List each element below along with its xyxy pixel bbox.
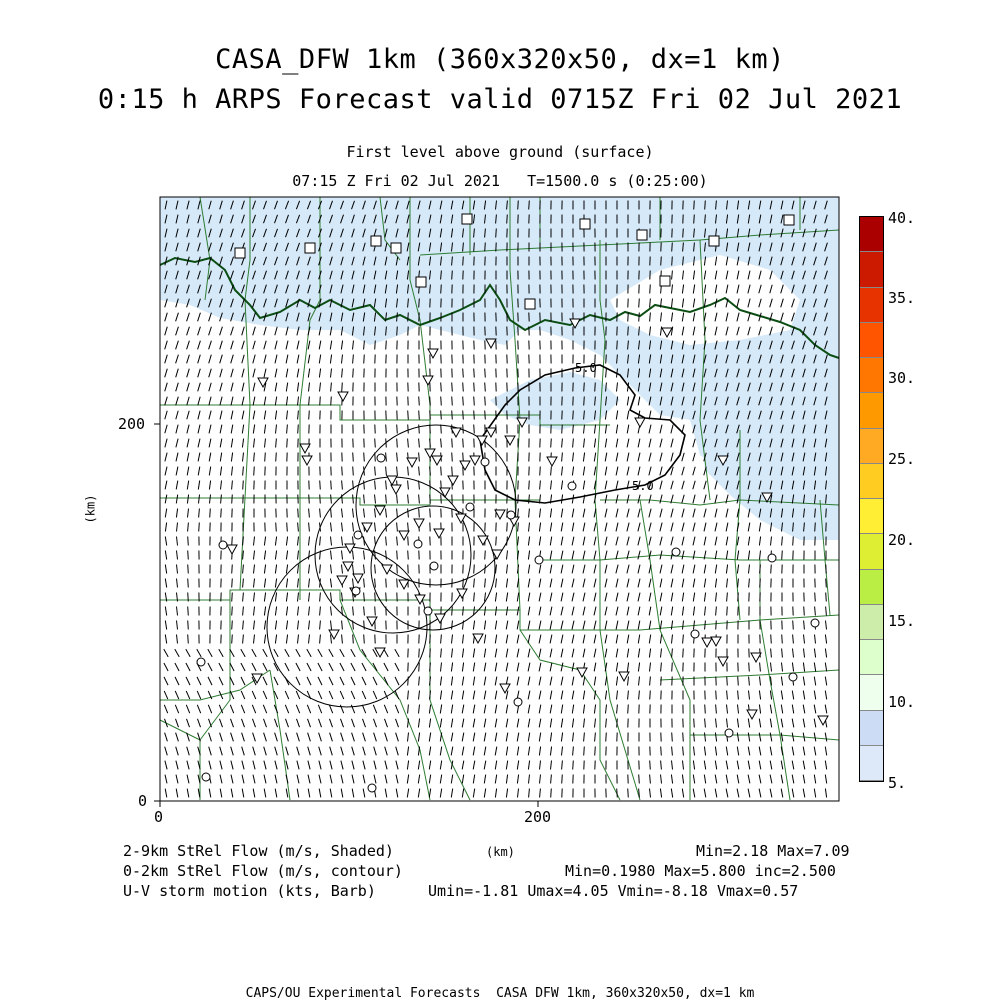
wind-barb	[441, 425, 442, 434]
station-circle-marker	[535, 556, 543, 564]
wind-barb	[639, 775, 640, 784]
wind-barb	[430, 495, 431, 504]
wind-barb	[793, 537, 794, 546]
wind-barb	[430, 397, 431, 406]
colorbar-label-25: 25.	[888, 450, 915, 468]
station-square-marker	[235, 248, 245, 258]
wind-barb	[188, 607, 189, 616]
wind-barb	[188, 565, 189, 574]
wind-barb	[298, 509, 299, 518]
wind-barb	[782, 551, 783, 560]
wind-barb	[232, 495, 233, 504]
wind-barb	[419, 397, 420, 406]
wind-barb	[474, 397, 475, 406]
wind-barb	[276, 523, 277, 532]
wind-barb	[254, 467, 255, 476]
x-axis-unit: (km)	[486, 845, 515, 859]
y-tick-200: 200	[118, 415, 145, 433]
station-circle-marker	[725, 729, 733, 737]
wind-barb	[815, 593, 816, 602]
wind-barb	[815, 523, 816, 532]
station-circle-marker	[368, 784, 376, 792]
chart-title: CASA_DFW 1km (360x320x50, dx=1 km)	[0, 44, 1000, 75]
colorbar-cell	[860, 323, 883, 358]
wind-barb	[452, 439, 453, 448]
station-circle-marker	[691, 630, 699, 638]
wind-barb	[716, 691, 717, 700]
colorbar-cell	[860, 605, 883, 640]
station-square-marker	[462, 214, 472, 224]
wind-barb	[749, 663, 750, 672]
wind-barb	[232, 607, 233, 616]
wind-barb	[474, 243, 475, 252]
station-circle-marker	[377, 454, 385, 462]
colorbar-label-40: 40.	[888, 209, 915, 227]
wind-barb	[287, 439, 288, 448]
station-circle-marker	[354, 531, 362, 539]
wind-barb	[419, 299, 420, 308]
wind-barb	[309, 495, 310, 504]
wind-barb	[386, 341, 387, 350]
colorbar-label-5: 5.	[888, 774, 906, 792]
wind-barb	[496, 537, 497, 546]
wind-barb	[804, 607, 805, 616]
wind-barb	[430, 425, 431, 434]
wind-barb	[463, 439, 464, 448]
wind-barb	[309, 411, 310, 420]
wind-barb	[353, 467, 354, 476]
wind-barb	[705, 201, 706, 210]
colorbar-cell	[860, 252, 883, 287]
wind-barb	[694, 215, 695, 224]
wind-barb	[353, 453, 354, 462]
wind-barb	[188, 537, 189, 546]
wind-barb	[375, 453, 376, 462]
contour-minmax: Min=0.1980 Max=5.800 inc=2.500	[565, 862, 836, 880]
wind-barb	[397, 425, 398, 434]
station-circle-marker	[414, 540, 422, 548]
station-square-marker	[709, 236, 719, 246]
shaded-minmax: Min=2.18 Max=7.09	[696, 842, 850, 860]
wind-barb	[441, 397, 442, 406]
wind-barb	[474, 425, 475, 434]
wind-barb	[353, 635, 354, 644]
wind-barb	[452, 383, 453, 392]
wind-barb	[397, 327, 398, 336]
station-square-marker	[416, 277, 426, 287]
colorbar-cell	[860, 217, 883, 252]
level-subtitle: First level above ground (surface)	[0, 143, 1000, 161]
wind-barb	[683, 649, 684, 658]
wind-barb	[441, 285, 442, 294]
wind-barb	[463, 579, 464, 588]
wind-barb	[474, 369, 475, 378]
wind-barb	[474, 411, 475, 420]
wind-barb	[551, 789, 552, 798]
wind-barb	[408, 551, 409, 560]
wind-barb	[232, 593, 233, 602]
station-square-marker	[371, 236, 381, 246]
wind-barb	[342, 383, 343, 392]
wind-barb	[661, 677, 662, 686]
wind-barb	[441, 495, 442, 504]
wind-barb	[826, 509, 827, 518]
wind-barb	[188, 593, 189, 602]
wind-barb	[441, 383, 442, 392]
wind-barb	[463, 425, 464, 434]
wind-barb	[452, 271, 453, 280]
wind-barb	[320, 481, 321, 490]
wind-barb	[452, 607, 453, 616]
wind-barb	[507, 215, 508, 224]
wind-barb	[793, 621, 794, 630]
wind-barb	[518, 495, 519, 504]
wind-barb	[716, 621, 717, 630]
wind-barb	[430, 649, 431, 658]
colorbar-label-10: 10.	[888, 693, 915, 711]
station-circle-marker	[568, 482, 576, 490]
station-circle-marker	[202, 773, 210, 781]
wind-barb	[386, 579, 387, 588]
wind-barb	[617, 719, 618, 728]
wind-barb	[650, 285, 651, 294]
wind-barb	[342, 467, 343, 476]
station-square-marker	[637, 230, 647, 240]
wind-barb	[727, 607, 728, 616]
wind-barb	[232, 537, 233, 546]
legend-barb: U-V storm motion (kts, Barb)	[123, 882, 376, 900]
station-circle-marker	[424, 607, 432, 615]
wind-barb	[617, 789, 618, 798]
wind-barb	[408, 677, 409, 686]
wind-barb	[430, 411, 431, 420]
wind-barb	[672, 257, 673, 266]
station-circle-marker	[481, 458, 489, 466]
colorbar-label-30: 30.	[888, 369, 915, 387]
wind-barb	[507, 523, 508, 532]
wind-barb	[419, 425, 420, 434]
wind-barb	[485, 369, 486, 378]
wind-barb	[408, 313, 409, 322]
wind-barb	[782, 635, 783, 644]
valid-time-line: 07:15 Z Fri 02 Jul 2021 T=1500.0 s (0:25:00)	[0, 172, 1000, 190]
wind-barb	[562, 425, 563, 434]
station-circle-marker	[197, 658, 205, 666]
wind-barb	[683, 733, 684, 742]
station-square-marker	[391, 243, 401, 253]
uv-minmax: Umin=-1.81 Umax=4.05 Vmin=-8.18 Vmax=0.57	[428, 882, 798, 900]
wind-barb	[397, 439, 398, 448]
wind-barb	[672, 243, 673, 252]
colorbar-cell	[860, 640, 883, 675]
station-circle-marker	[672, 548, 680, 556]
wind-barb	[617, 341, 618, 350]
wind-barb	[397, 565, 398, 574]
wind-barb	[760, 579, 761, 588]
wind-barb	[188, 635, 189, 644]
wind-barb	[705, 705, 706, 714]
wind-barb	[452, 397, 453, 406]
wind-barb	[320, 397, 321, 406]
colorbar-cell	[860, 746, 883, 781]
wind-barb	[243, 481, 244, 490]
wind-barb	[661, 747, 662, 756]
wind-barb	[452, 411, 453, 420]
wind-barb	[738, 593, 739, 602]
wind-barb	[562, 775, 563, 784]
station-square-marker	[784, 215, 794, 225]
station-circle-marker	[811, 619, 819, 627]
station-circle-marker	[466, 503, 474, 511]
station-square-marker	[660, 276, 670, 286]
colorbar-label-15: 15.	[888, 612, 915, 630]
wind-barb	[441, 411, 442, 420]
y-tick-0: 0	[138, 792, 147, 810]
wind-barb	[419, 663, 420, 672]
wind-barb	[408, 425, 409, 434]
wind-barb	[188, 551, 189, 560]
wind-barb	[188, 621, 189, 630]
chart-forecast-title: 0:15 h ARPS Forecast valid 0715Z Fri 02 Jul 2021	[0, 84, 1000, 115]
wind-barb	[826, 593, 827, 602]
colorbar-cell	[860, 711, 883, 746]
x-tick-0: 0	[154, 808, 163, 826]
wind-barb	[672, 663, 673, 672]
wind-barb	[375, 439, 376, 448]
wind-barb	[364, 453, 365, 462]
wind-barb	[364, 635, 365, 644]
wind-barb	[826, 579, 827, 588]
wind-barb	[573, 411, 574, 420]
wind-barb	[386, 593, 387, 602]
wind-barb	[419, 509, 420, 518]
wind-barb	[661, 257, 662, 266]
wind-barb	[188, 579, 189, 588]
wind-barb	[452, 453, 453, 462]
wind-barb	[221, 509, 222, 518]
wind-barb	[485, 383, 486, 392]
wind-barb	[573, 761, 574, 770]
station-circle-marker	[430, 562, 438, 570]
wind-barb	[639, 313, 640, 322]
wind-barb	[694, 719, 695, 728]
wind-barb	[529, 481, 530, 490]
colorbar-cell	[860, 429, 883, 464]
wind-barb	[485, 411, 486, 420]
station-circle-marker	[219, 541, 227, 549]
station-circle-marker	[352, 587, 360, 595]
wind-barb	[606, 355, 607, 364]
x-tick-200: 200	[524, 808, 551, 826]
wind-barb	[276, 453, 277, 462]
wind-barb	[529, 201, 530, 210]
wind-barb	[265, 453, 266, 462]
wind-barb	[496, 229, 497, 238]
wind-barb	[397, 551, 398, 560]
wind-barb	[584, 747, 585, 756]
y-axis-unit: (km)	[83, 495, 97, 524]
legend-shaded: 2-9km StRel Flow (m/s, Shaded)	[123, 842, 394, 860]
wind-barb	[430, 635, 431, 644]
wind-barb	[375, 593, 376, 602]
wind-barb	[771, 635, 772, 644]
wind-barb	[727, 677, 728, 686]
wind-barb	[474, 565, 475, 574]
wind-barb	[419, 411, 420, 420]
wind-barb	[650, 761, 651, 770]
wind-barb	[463, 453, 464, 462]
wind-barb	[628, 705, 629, 714]
wind-barb	[485, 551, 486, 560]
wind-barb	[584, 383, 585, 392]
wind-barb	[738, 677, 739, 686]
station-circle-marker	[768, 554, 776, 562]
wind-barb	[199, 523, 200, 532]
wind-barb	[386, 425, 387, 434]
wind-barb	[386, 439, 387, 448]
wind-barb	[485, 243, 486, 252]
colorbar-cell	[860, 499, 883, 534]
station-circle-marker	[514, 698, 522, 706]
wind-barb	[628, 789, 629, 798]
wind-barb	[595, 747, 596, 756]
wind-barb	[463, 383, 464, 392]
colorbar-cell	[860, 464, 883, 499]
wind-barb	[375, 341, 376, 350]
wind-barb	[463, 369, 464, 378]
station-square-marker	[305, 243, 315, 253]
wind-barb	[364, 355, 365, 364]
colorbar-cell	[860, 675, 883, 710]
legend-contour: 0-2km StRel Flow (m/s, contour)	[123, 862, 403, 880]
wind-barb	[408, 537, 409, 546]
wind-barb	[430, 481, 431, 490]
colorbar-cell	[860, 358, 883, 393]
colorbar	[859, 216, 884, 782]
wind-barb	[463, 411, 464, 420]
wind-barb	[331, 481, 332, 490]
wind-barb	[463, 257, 464, 266]
colorbar-label-20: 20.	[888, 531, 915, 549]
wind-barb	[232, 579, 233, 588]
wind-barb	[463, 397, 464, 406]
wind-barb	[485, 397, 486, 406]
wind-barb	[518, 201, 519, 210]
wind-barb	[232, 635, 233, 644]
wind-barb	[551, 439, 552, 448]
wind-barb	[540, 467, 541, 476]
wind-barb	[628, 313, 629, 322]
colorbar-cell	[860, 393, 883, 428]
wind-barb	[397, 579, 398, 588]
colorbar-cell	[860, 570, 883, 605]
credit-line: CAPS/OU Experimental Forecasts CASA DFW 1km, 360x320x50, dx=1 km	[0, 986, 1000, 1001]
wind-barb	[408, 411, 409, 420]
station-circle-marker	[789, 673, 797, 681]
wind-barb	[771, 565, 772, 574]
station-square-marker	[580, 219, 590, 229]
wind-barb	[419, 649, 420, 658]
wind-barb	[232, 565, 233, 574]
wind-barb	[353, 369, 354, 378]
wind-barb	[628, 327, 629, 336]
wind-barb	[364, 621, 365, 630]
wind-barb	[232, 621, 233, 630]
wind-barb	[650, 691, 651, 700]
wind-barb	[606, 733, 607, 742]
wind-barb	[430, 509, 431, 518]
wind-barb	[683, 229, 684, 238]
colorbar-cell	[860, 534, 883, 569]
station-circle-marker	[507, 511, 515, 519]
wind-barb	[595, 383, 596, 392]
wind-barb	[287, 523, 288, 532]
wind-barb	[298, 425, 299, 434]
wind-barb	[375, 607, 376, 616]
wind-barb	[584, 397, 585, 406]
contour-label-lower: 5.0	[632, 479, 654, 493]
wind-barb	[320, 495, 321, 504]
station-square-marker	[525, 299, 535, 309]
wind-barb	[452, 467, 453, 476]
wind-barb	[694, 201, 695, 210]
wind-barb	[474, 383, 475, 392]
wind-barb	[210, 509, 211, 518]
wind-barb	[639, 299, 640, 308]
contour-label-upper: 5.0	[575, 361, 597, 375]
wind-barb	[672, 733, 673, 742]
wind-barb	[331, 397, 332, 406]
colorbar-label-35: 35.	[888, 289, 915, 307]
colorbar-cell	[860, 288, 883, 323]
wind-barb	[441, 467, 442, 476]
